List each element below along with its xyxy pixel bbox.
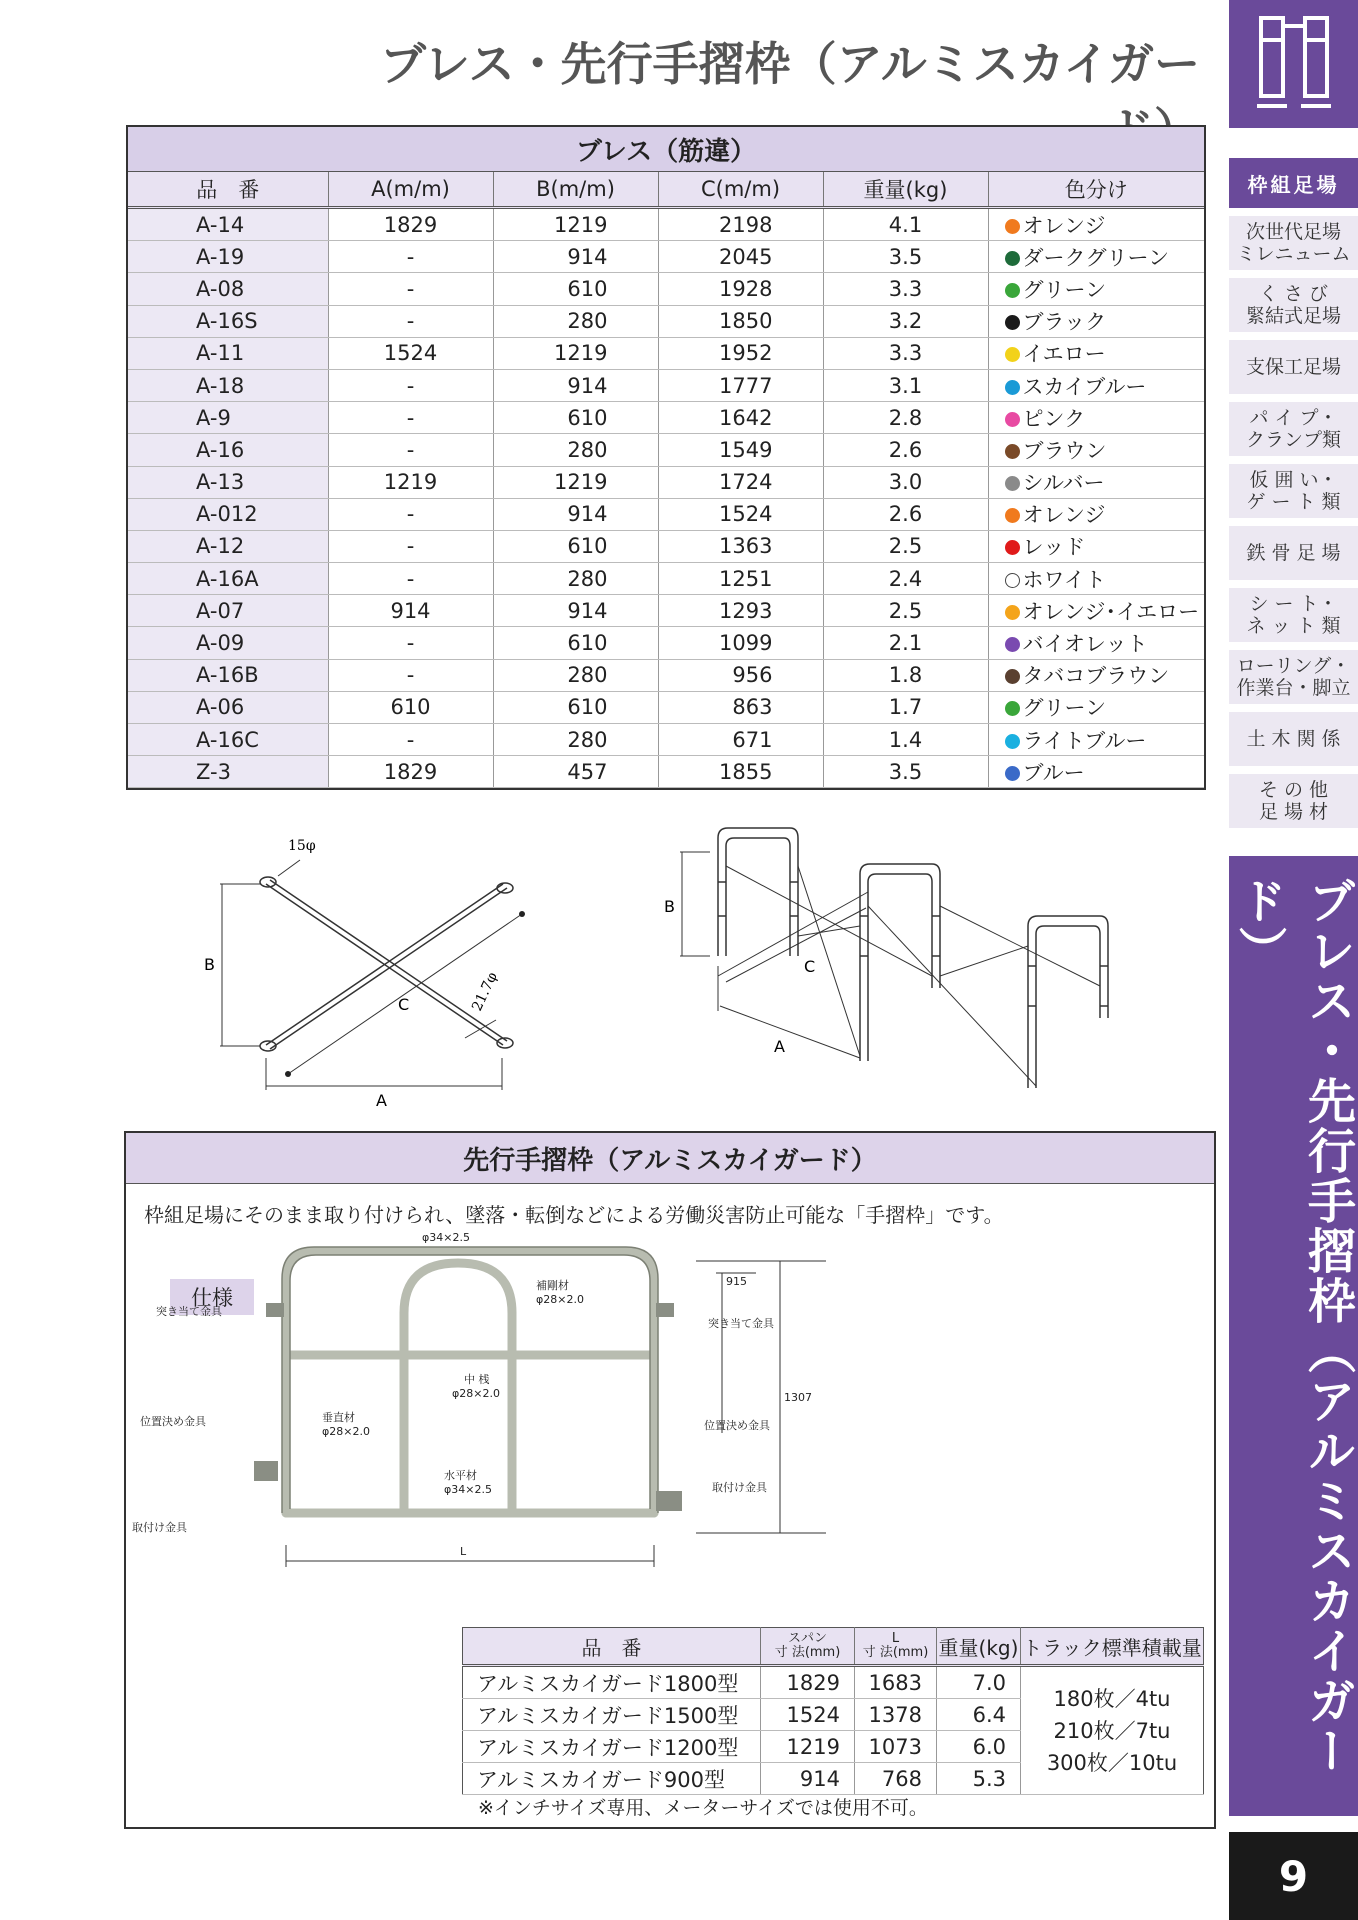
- brace-header: 品 番: [128, 172, 328, 208]
- color-label: オレンジ: [1022, 503, 1106, 528]
- gt-h-l: L 寸 法(mm): [855, 1628, 937, 1666]
- color-dot-icon: [1005, 540, 1020, 555]
- brace-cell-w: 1.7: [823, 691, 988, 723]
- brace-cell-code: A-08: [128, 273, 328, 305]
- table-row: [463, 1666, 1204, 1699]
- brace-cell-code: A-13: [128, 466, 328, 498]
- truck-capacity: 210枚／7tu: [1053, 1718, 1171, 1743]
- label-c: C: [398, 995, 410, 1014]
- brace-cell-color: [988, 337, 1204, 369]
- fig-position-right: 位置決め金具: [704, 1419, 770, 1432]
- table-row: [128, 402, 1204, 434]
- table-row: [128, 691, 1204, 723]
- fig-reinforce: 補剛材: [536, 1279, 569, 1292]
- brace-cell-code: A-06: [128, 691, 328, 723]
- brace-cell-w: 1.4: [823, 724, 988, 756]
- brace-table: [128, 172, 1204, 788]
- guard-figure: [126, 1233, 826, 1573]
- brace-cell-a: 610: [328, 691, 493, 723]
- color-label: バイオレット: [1022, 632, 1148, 657]
- brace-cell-b: 280: [493, 659, 658, 691]
- color-dot-icon: [1005, 476, 1020, 491]
- frame-brace-diagram: [660, 806, 1130, 1096]
- gt-h-truck: トラック標準積載量: [1021, 1628, 1204, 1666]
- fig-dim-l: L: [460, 1545, 467, 1558]
- frame-label-a: A: [774, 1037, 785, 1056]
- table-row: [128, 466, 1204, 498]
- brace-cell-w: 2.6: [823, 434, 988, 466]
- color-dot-icon: [1005, 380, 1020, 395]
- brace-cell-c: 1099: [658, 627, 823, 659]
- brace-cell-w: 2.5: [823, 530, 988, 562]
- table-row: [128, 273, 1204, 305]
- brace-header: B(m/m): [493, 172, 658, 208]
- brace-cell-b: 914: [493, 595, 658, 627]
- table-row: [128, 595, 1204, 627]
- brace-cell-b: 610: [493, 691, 658, 723]
- frame-label-b: B: [664, 897, 675, 916]
- color-label: ライトブルー: [1022, 728, 1147, 753]
- gt-cell-w: 5.3: [937, 1763, 1021, 1795]
- fig-mount-left: 取付け金具: [132, 1521, 187, 1534]
- brace-cell-a: 914: [328, 595, 493, 627]
- fig-reinforce-size: φ28×2.0: [536, 1293, 584, 1306]
- brace-cell-w: 2.1: [823, 627, 988, 659]
- guard-section: [124, 1131, 1216, 1829]
- table-row: [128, 498, 1204, 530]
- color-label: スカイブルー: [1022, 374, 1147, 399]
- frame-label-c: C: [804, 957, 816, 976]
- color-label: グリーン: [1022, 277, 1107, 302]
- brace-cell-b: 457: [493, 756, 658, 788]
- brace-cell-c: 1524: [658, 498, 823, 530]
- brace-cell-b: 914: [493, 369, 658, 401]
- color-dot-icon: [1005, 412, 1020, 427]
- brace-header: 色分け: [988, 172, 1204, 208]
- table-row: [128, 305, 1204, 337]
- brace-cell-w: 2.8: [823, 402, 988, 434]
- fig-middle: 中 桟: [464, 1373, 490, 1386]
- gt-cell-name: アルミスカイガード900型: [463, 1763, 761, 1795]
- brace-cell-c: 1952: [658, 337, 823, 369]
- color-dot-icon: [1005, 637, 1020, 652]
- color-label: ブラウン: [1022, 438, 1107, 463]
- brace-cell-c: 1928: [658, 273, 823, 305]
- brace-cell-color: [988, 402, 1204, 434]
- brace-cell-code: A-12: [128, 530, 328, 562]
- brace-cell-a: -: [328, 498, 493, 530]
- brace-cell-code: A-16A: [128, 563, 328, 595]
- sidebar-vertical-title: ブレス・先行手摺枠（アルミスカイガード）: [1229, 856, 1358, 1816]
- brace-cell-code: A-16C: [128, 724, 328, 756]
- sidebar-item-shoring[interactable]: 支保工足場: [1229, 340, 1358, 398]
- fig-horizontal-size: φ34×2.5: [444, 1483, 492, 1496]
- brace-cell-b: 280: [493, 434, 658, 466]
- brace-header: 重量(kg): [823, 172, 988, 208]
- color-dot-icon: [1005, 605, 1020, 620]
- brace-cell-b: 610: [493, 273, 658, 305]
- brace-cell-color: [988, 756, 1204, 788]
- table-row: [128, 659, 1204, 691]
- brace-cell-color: [988, 498, 1204, 530]
- brace-cell-code: A-18: [128, 369, 328, 401]
- brace-cell-color: [988, 724, 1204, 756]
- table-row: [128, 369, 1204, 401]
- guard-table: [462, 1627, 1204, 1795]
- brace-cell-w: 2.5: [823, 595, 988, 627]
- table-row: [128, 337, 1204, 369]
- brace-cell-a: -: [328, 369, 493, 401]
- brace-cell-a: -: [328, 241, 493, 273]
- brace-cell-c: 1855: [658, 756, 823, 788]
- fig-mount-right: 取付け金具: [712, 1481, 767, 1494]
- brace-cell-c: 2045: [658, 241, 823, 273]
- brace-header: C(m/m): [658, 172, 823, 208]
- brace-cell-color: [988, 305, 1204, 337]
- brace-cell-c: 956: [658, 659, 823, 691]
- color-label: ブラック: [1022, 310, 1107, 335]
- brace-cell-a: -: [328, 627, 493, 659]
- brace-cell-color: [988, 691, 1204, 723]
- brace-cell-c: 1251: [658, 563, 823, 595]
- color-label: タバコブラウン: [1022, 664, 1170, 689]
- color-dot-icon: [1005, 219, 1020, 234]
- brace-cell-w: 2.4: [823, 563, 988, 595]
- color-dot-icon: [1005, 573, 1020, 588]
- color-dot-icon: [1005, 508, 1020, 523]
- brace-cell-w: 3.5: [823, 756, 988, 788]
- gt-cell-l: 1073: [855, 1731, 937, 1763]
- brace-cell-b: 1219: [493, 208, 658, 241]
- brace-cell-a: -: [328, 305, 493, 337]
- fig-outer-size: φ34×2.5: [422, 1233, 470, 1244]
- brace-cell-a: 1829: [328, 208, 493, 241]
- sidebar-item-fence-gate[interactable]: 仮 囲 い・ ゲ ー ト 類: [1229, 464, 1358, 522]
- gt-cell-w: 6.0: [937, 1731, 1021, 1763]
- brace-cell-b: 610: [493, 627, 658, 659]
- fig-dim-1307: 1307: [784, 1391, 812, 1404]
- color-label: ブルー: [1022, 760, 1085, 785]
- brace-cell-w: 4.1: [823, 208, 988, 241]
- brace-cell-color: [988, 595, 1204, 627]
- brace-cell-b: 914: [493, 498, 658, 530]
- sidebar-item-wedge[interactable]: く さ び 緊結式足場: [1229, 278, 1358, 336]
- label-b: B: [204, 955, 215, 974]
- fig-vertical-size: φ28×2.0: [322, 1425, 370, 1438]
- gt-h-code: 品 番: [463, 1628, 761, 1666]
- table-row: [128, 241, 1204, 273]
- table-row: [128, 627, 1204, 659]
- gt-cell-l: 1683: [855, 1666, 937, 1699]
- gt-cell-l: 768: [855, 1763, 937, 1795]
- brace-cell-code: A-012: [128, 498, 328, 530]
- brace-cell-c: 2198: [658, 208, 823, 241]
- color-dot-icon: [1005, 315, 1020, 330]
- color-dot-icon: [1005, 734, 1020, 749]
- brace-cell-w: 1.8: [823, 659, 988, 691]
- brace-cell-code: A-09: [128, 627, 328, 659]
- brace-cell-code: A-19: [128, 241, 328, 273]
- brace-caption: ブレス（筋違）: [128, 127, 1204, 172]
- gt-h-weight: 重量(kg): [937, 1628, 1021, 1666]
- brace-cell-a: -: [328, 273, 493, 305]
- color-label: レッド: [1022, 535, 1086, 560]
- brace-cell-color: [988, 659, 1204, 691]
- color-label: グリーン: [1022, 696, 1107, 721]
- spec-label: 仕様: [170, 1279, 254, 1315]
- brace-cell-c: 1642: [658, 402, 823, 434]
- table-row: [128, 208, 1204, 241]
- brace-cell-code: Z-3: [128, 756, 328, 788]
- brace-cell-c: 671: [658, 724, 823, 756]
- color-dot-icon: [1005, 251, 1020, 266]
- sidebar-item-pipe-clamp[interactable]: パ イ プ・ クランプ類: [1229, 402, 1358, 460]
- brace-cell-a: -: [328, 724, 493, 756]
- sidebar-item-other[interactable]: そ の 他 足 場 材: [1229, 774, 1358, 832]
- table-row: [128, 434, 1204, 466]
- color-label: オレンジ･イエロー: [1022, 599, 1200, 624]
- fig-horizontal: 水平材: [444, 1469, 477, 1482]
- brace-cell-b: 1219: [493, 337, 658, 369]
- brace-cell-code: A-11: [128, 337, 328, 369]
- table-row: [128, 724, 1204, 756]
- guard-note: ※インチサイズ専用、メーターサイズでは使用不可。: [478, 1797, 928, 1819]
- brace-cell-color: [988, 369, 1204, 401]
- truck-capacity: 180枚／4tu: [1053, 1686, 1171, 1711]
- table-row: [128, 563, 1204, 595]
- brace-cell-w: 3.3: [823, 273, 988, 305]
- brace-cell-a: -: [328, 659, 493, 691]
- brace-cell-c: 863: [658, 691, 823, 723]
- brace-cell-w: 3.1: [823, 369, 988, 401]
- brace-cell-a: 1829: [328, 756, 493, 788]
- gt-cell-name: アルミスカイガード1500型: [463, 1699, 761, 1731]
- brace-cell-c: 1850: [658, 305, 823, 337]
- color-label: シルバー: [1022, 471, 1105, 496]
- brace-cell-color: [988, 208, 1204, 241]
- gt-h-span: スパン 寸 法(mm): [761, 1628, 855, 1666]
- fig-stopper-left: 突き当て金具: [156, 1305, 222, 1318]
- dia-21: 21.7φ: [469, 969, 501, 1014]
- fig-middle-size: φ28×2.0: [452, 1387, 500, 1400]
- page-number: 9: [1229, 1832, 1358, 1920]
- brace-cell-b: 280: [493, 305, 658, 337]
- table-row: [128, 756, 1204, 788]
- brace-cell-color: [988, 273, 1204, 305]
- table-row: [128, 530, 1204, 562]
- brace-cell-a: -: [328, 530, 493, 562]
- fig-dim-915: 915: [726, 1275, 747, 1288]
- gt-cell-truck: [1021, 1666, 1204, 1795]
- gt-cell-span: 1829: [761, 1666, 855, 1699]
- gt-cell-span: 1524: [761, 1699, 855, 1731]
- brace-cell-b: 280: [493, 563, 658, 595]
- fig-position-left: 位置決め金具: [140, 1415, 206, 1428]
- brace-cell-w: 3.5: [823, 241, 988, 273]
- fig-vertical: 垂直材: [322, 1411, 355, 1424]
- sidebar-item-civil[interactable]: 土 木 関 係: [1229, 712, 1358, 770]
- brace-cell-a: -: [328, 434, 493, 466]
- brace-cell-c: 1293: [658, 595, 823, 627]
- dia-15: 15φ: [288, 838, 316, 854]
- gt-cell-name: アルミスカイガード1200型: [463, 1731, 761, 1763]
- color-dot-icon: [1005, 669, 1020, 684]
- brace-cell-w: 2.6: [823, 498, 988, 530]
- brace-cell-color: [988, 627, 1204, 659]
- guard-caption: 先行手摺枠（アルミスカイガード）: [126, 1133, 1214, 1184]
- brace-cell-a: 1219: [328, 466, 493, 498]
- brace-cell-color: [988, 530, 1204, 562]
- color-label: ダークグリーン: [1022, 245, 1170, 270]
- gt-cell-w: 7.0: [937, 1666, 1021, 1699]
- brace-cell-color: [988, 466, 1204, 498]
- frame-scaffold-icon: [1229, 0, 1358, 128]
- brace-cell-w: 3.3: [823, 337, 988, 369]
- brace-cell-b: 610: [493, 402, 658, 434]
- brace-header: A(m/m): [328, 172, 493, 208]
- gt-cell-name: アルミスカイガード1800型: [463, 1666, 761, 1699]
- color-dot-icon: [1005, 444, 1020, 459]
- color-label: ピンク: [1022, 406, 1086, 431]
- gt-cell-span: 1219: [761, 1731, 855, 1763]
- brace-cell-b: 914: [493, 241, 658, 273]
- brace-cell-w: 3.0: [823, 466, 988, 498]
- color-dot-icon: [1005, 766, 1020, 781]
- truck-capacity: 300枚／10tu: [1046, 1750, 1178, 1775]
- color-label: ホワイト: [1022, 567, 1106, 592]
- brace-cell-c: 1549: [658, 434, 823, 466]
- fig-stopper-right: 突き当て金具: [708, 1317, 774, 1330]
- brace-cell-b: 280: [493, 724, 658, 756]
- sidebar-item-sheet-net[interactable]: シ ー ト・ ネ ッ ト 類: [1229, 588, 1358, 646]
- label-a: A: [376, 1091, 387, 1110]
- color-dot-icon: [1005, 347, 1020, 362]
- color-dot-icon: [1005, 283, 1020, 298]
- brace-cell-code: A-9: [128, 402, 328, 434]
- page-title: ブレス・先行手摺枠（アルミスカイガー: [379, 37, 1200, 91]
- guard-description: 枠組足場にそのまま取り付けられ、墜落・転倒などによる労働災害防止可能な「手摺枠」です。: [144, 1203, 1004, 1227]
- gt-cell-l: 1378: [855, 1699, 937, 1731]
- brace-cell-c: 1363: [658, 530, 823, 562]
- brace-cell-c: 1777: [658, 369, 823, 401]
- brace-cell-w: 3.2: [823, 305, 988, 337]
- brace-cell-color: [988, 434, 1204, 466]
- brace-cell-code: A-16B: [128, 659, 328, 691]
- brace-cell-a: 1524: [328, 337, 493, 369]
- color-label: イエロー: [1022, 342, 1106, 367]
- brace-cell-color: [988, 563, 1204, 595]
- color-label: オレンジ: [1022, 213, 1106, 238]
- color-dot-icon: [1005, 701, 1020, 716]
- sidebar-item-rolling[interactable]: ローリング・ 作業台・脚立: [1229, 650, 1358, 708]
- brace-cell-code: A-16S: [128, 305, 328, 337]
- brace-cell-c: 1724: [658, 466, 823, 498]
- brace-cell-color: [988, 241, 1204, 273]
- gt-cell-span: 914: [761, 1763, 855, 1795]
- brace-table-section: [126, 125, 1206, 790]
- sidebar-head[interactable]: 枠組足場: [1229, 158, 1358, 208]
- brace-cell-code: A-16: [128, 434, 328, 466]
- brace-cell-a: -: [328, 563, 493, 595]
- brace-cell-code: A-14: [128, 208, 328, 241]
- brace-cell-b: 1219: [493, 466, 658, 498]
- sidebar-item-steel[interactable]: 鉄 骨 足 場: [1229, 526, 1358, 584]
- sidebar-item-millennium[interactable]: 次世代足場 ミレニューム: [1229, 216, 1358, 274]
- brace-x-diagram: [180, 828, 560, 1113]
- gt-cell-w: 6.4: [937, 1699, 1021, 1731]
- brace-cell-a: -: [328, 402, 493, 434]
- brace-cell-b: 610: [493, 530, 658, 562]
- brace-cell-code: A-07: [128, 595, 328, 627]
